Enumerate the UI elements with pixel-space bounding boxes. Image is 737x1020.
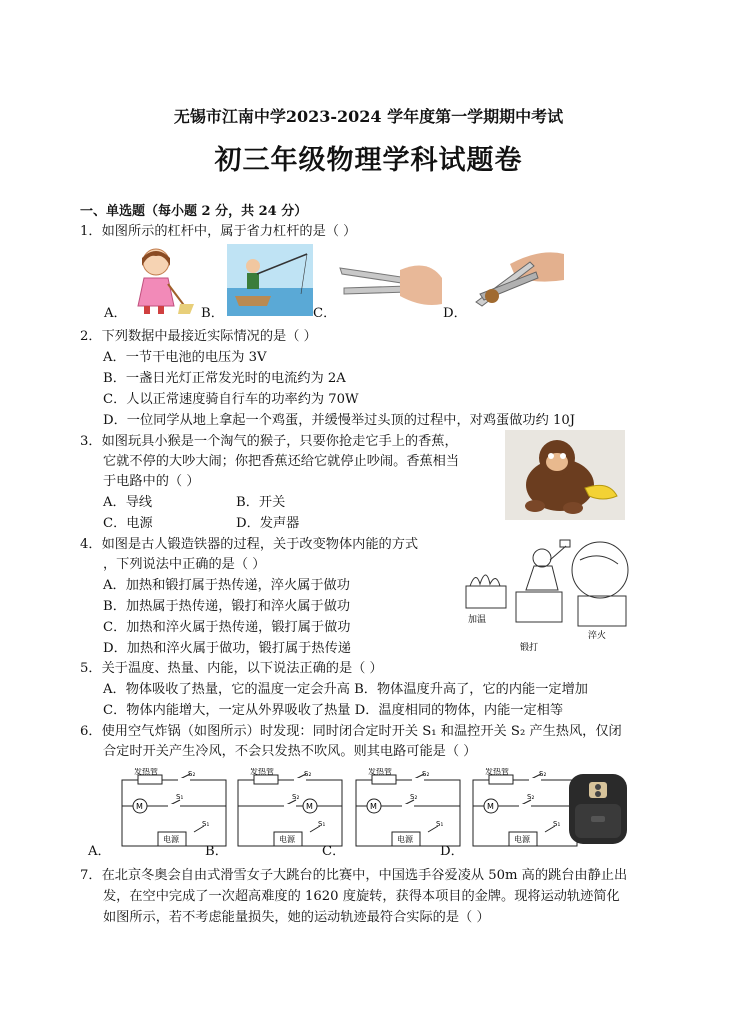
svg-text:S₁: S₁ [318, 820, 326, 828]
q3-option-a: A．导线 [103, 495, 153, 510]
exam-title: 初三年级物理学科试题卷 [214, 145, 523, 176]
fig-label-forging: 锻打 [520, 643, 539, 653]
q6-label-b: B． [205, 844, 228, 859]
svg-text:S₂: S₂ [527, 793, 535, 801]
svg-text:S₂: S₂ [410, 793, 418, 801]
question-7-line-1: 7．在北京冬奥会自由式滑雪女子大跳台的比赛中，中国选手谷爱凌从 50m 高的跳台由静止出 [80, 868, 628, 883]
question-3-line-2: 它就不停的大吵大闹；你把香蕉还给它就停止吵闹。香蕉相当 [103, 454, 460, 469]
svg-text:S₁: S₁ [436, 820, 444, 828]
svg-text:发热管: 发热管 [250, 768, 274, 776]
svg-text:电源: 电源 [163, 835, 179, 844]
q2-option-c: C．人以正常速度骑自行车的功率约为 70W [103, 392, 359, 407]
question-1-stem: 1．如图所示的杠杆中，属于省力杠杆的是（ ） [80, 224, 357, 239]
q3-option-b: B．开关 [236, 495, 286, 510]
svg-text:电源: 电源 [514, 835, 530, 844]
svg-text:S₁: S₁ [553, 820, 561, 828]
question-4-line-1: 4．如图是古人锻造铁器的过程，关于改变物体内能的方式 [80, 537, 419, 552]
q6-label-c: C． [322, 844, 346, 859]
svg-text:M: M [487, 802, 494, 811]
q6-label-d: D． [440, 844, 464, 859]
q1-label-c: C． [313, 306, 337, 321]
svg-text:发热管: 发热管 [134, 768, 158, 776]
svg-text:S₂: S₂ [422, 770, 430, 778]
forging-illustration [460, 530, 632, 654]
question-6-line-1: 6．使用空气炸锅（如图所示）时发现：同时闭合定时开关 S₁ 和温控开关 S₂ 产生热风，仅闭 [80, 724, 622, 739]
q1-label-d: D． [443, 306, 467, 321]
question-7-line-3: 如图所示，若不考虑能量损失，她的运动轨迹最符合实际的是（ ） [103, 910, 490, 925]
q6-label-a: A． [88, 844, 111, 859]
question-5-stem: 5．关于温度、热量、内能，以下说法正确的是（ ） [80, 661, 383, 676]
exam-supertitle: 无锡市江南中学2023-2024 学年度第一学期期中考试 [173, 107, 564, 126]
svg-text:S₂: S₂ [304, 770, 312, 778]
tongs-image [338, 248, 443, 310]
svg-text:发热管: 发热管 [368, 768, 392, 776]
q1-label-a: A． [104, 306, 127, 321]
q2-option-d: D．一位同学从地上拿起一个鸡蛋，并缓慢举过头顶的过程中，对鸡蛋做功约 10J [103, 413, 576, 428]
q2-option-b: B．一盏日光灯正常发光时的电流约为 2A [103, 371, 346, 386]
fishing-man-image [227, 244, 313, 316]
q4-option-b: B．加热属于热传递，锻打和淬火属于做功 [103, 599, 351, 614]
nutcracker-image [470, 244, 566, 312]
fig-label-heating: 加温 [468, 615, 487, 625]
svg-text:S₂: S₂ [188, 770, 196, 778]
question-7-line-2: 发，在空中完成了一次超高难度的 1620 度旋转，获得本项目的金牌。现将运动轨迹简化 [103, 889, 620, 904]
svg-text:S₂: S₂ [539, 770, 547, 778]
svg-text:M: M [306, 802, 313, 811]
svg-text:S₂: S₂ [292, 793, 300, 801]
question-2-stem: 2．下列数据中最接近实际情况的是（ ） [80, 329, 317, 344]
question-6-line-2: 合定时开关产生冷风，不会只发热不吹风。则其电路可能是（ ） [103, 744, 477, 759]
q1-label-b: B． [201, 306, 224, 321]
air-fryer-image [565, 770, 631, 848]
svg-text:电源: 电源 [397, 835, 413, 844]
fig-label-quenching: 淬火 [588, 631, 607, 641]
svg-text:M: M [136, 802, 143, 811]
q3-option-c: C．电源 [103, 516, 153, 531]
svg-text:S₁: S₁ [176, 793, 184, 801]
svg-text:M: M [370, 802, 377, 811]
q4-option-d: D．加热和淬火属于做功，锻打属于热传递 [103, 641, 351, 656]
svg-text:电源: 电源 [279, 835, 295, 844]
svg-text:发热管: 发热管 [485, 768, 509, 776]
question-3-line-3: 于电路中的（ ） [103, 474, 200, 489]
q4-option-c: C．加热和淬火属于热传递，锻打属于做功 [103, 620, 351, 635]
q3-option-d: D．发声器 [236, 516, 300, 531]
toy-monkey-image [505, 430, 625, 520]
question-3-line-1: 3．如图玩具小猴是一个淘气的猴子，只要你抢走它手上的香蕉， [80, 434, 458, 449]
girl-sweeping-image [128, 244, 200, 316]
q4-option-a: A．加热和锻打属于热传递，淬火属于做功 [103, 578, 350, 593]
question-4-line-2: ，下列说法中正确的是（ ） [103, 557, 266, 572]
section-heading: 一、单选题（每小题 2 分，共 24 分） [80, 204, 308, 219]
q5-options-row-2: C．物体内能增大，一定从外界吸收了热量 D．温度相同的物体，内能一定相等 [103, 703, 564, 718]
q5-options-row-1: A．物体吸收了热量，它的温度一定会升高 B．物体温度升高了，它的内能一定增加 [103, 682, 588, 697]
q2-option-a: A．一节干电池的电压为 3V [103, 350, 267, 365]
svg-text:S₁: S₁ [202, 820, 210, 828]
